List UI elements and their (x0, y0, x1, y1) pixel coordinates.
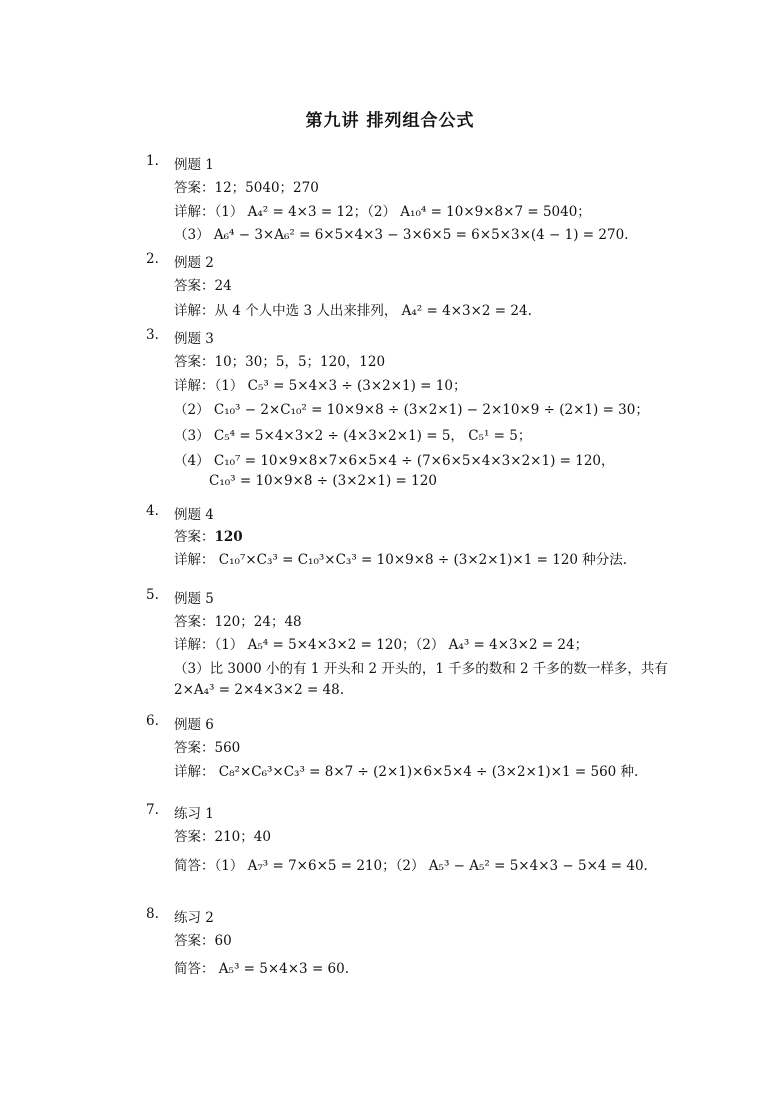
item-heading: 练习 2 (174, 910, 214, 926)
item-number: 6. (146, 713, 159, 729)
answer-label: 答案： (174, 529, 215, 545)
item-number: 1. (146, 153, 159, 169)
explanation-line: 详解：从 4 个人中选 3 人出来排列， A₄² = 4×3×2 = 24. (174, 303, 532, 319)
item-heading: 例题 4 (174, 507, 214, 523)
answer-line: 答案：12；5040；270 (174, 180, 319, 196)
item-number: 2. (146, 251, 159, 267)
explanation-line: 2×A₄³ = 2×4×3×2 = 48. (174, 682, 345, 698)
explanation-line: 详解： C₈²×C₆³×C₃³ = 8×7 ÷ (2×1)×6×5×4 ÷ (3×2×1)×1 = 560 种. (174, 764, 639, 780)
item-heading: 例题 5 (174, 591, 214, 607)
explanation-line: （3） C₅⁴ = 5×4×3×2 ÷ (4×3×2×1) = 5， C₅¹ = 5； (174, 428, 532, 444)
explanation-line: 详解： C₁₀⁷×C₃³ = C₁₀³×C₃³ = 10×9×8 ÷ (3×2×1)×1 = 120 种分法. (174, 552, 628, 568)
item-number: 4. (146, 503, 159, 519)
explanation-line: 简答：（1） A₇³ = 7×6×5 = 210；（2） A₅³ − A₅² = 5×4×3 − 5×4 = 40. (174, 858, 648, 874)
answer-line: 答案：60 (174, 933, 232, 949)
item-heading: 例题 6 (174, 717, 214, 733)
explanation-line: （3）比 3000 小的有 1 开头和 2 开头的，1 千多的数和 2 千多的数一样多，共有 (174, 661, 668, 677)
explanation-line: （3） A₆⁴ − 3×A₆² = 6×5×4×3 − 3×6×5 = 6×5×3×(4 − 1) = 270. (174, 227, 629, 243)
explanation-line: 简答： A₅³ = 5×4×3 = 60. (174, 961, 350, 977)
answer-line: 答案：210；40 (174, 829, 271, 845)
page-title: 第九讲 排列组合公式 (305, 111, 475, 131)
explanation-line: C₁₀³ = 10×9×8 ÷ (3×2×1) = 120 (209, 473, 437, 489)
answer-line: 答案：24 (174, 278, 232, 294)
answer-value: 120 (214, 529, 243, 545)
explanation-line: （2） C₁₀³ − 2×C₁₀² = 10×9×8 ÷ (3×2×1) − 2×10×9 ÷ (2×1) = 30； (174, 402, 649, 418)
item-number: 3. (146, 327, 159, 343)
item-heading: 例题 3 (174, 331, 214, 347)
explanation-line: 详解：（1） C₅³ = 5×4×3 ÷ (3×2×1) = 10； (174, 378, 467, 394)
answer-line: 答案：10；30；5，5；120，120 (174, 354, 386, 370)
item-number: 8. (146, 906, 159, 922)
explanation-line: （4） C₁₀⁷ = 10×9×8×7×6×5×4 ÷ (7×6×5×4×3×2×1) = 120， (174, 453, 615, 469)
answer-line: 答案：120；24；48 (174, 614, 302, 630)
item-number: 7. (146, 802, 159, 818)
item-number: 5. (146, 587, 159, 603)
item-heading: 例题 1 (174, 157, 214, 173)
answer-line: 答案：560 (174, 740, 241, 756)
item-heading: 例题 2 (174, 255, 214, 271)
answer-line (174, 525, 243, 545)
explanation-line: 详解：（1） A₄² = 4×3 = 12；（2） A₁₀⁴ = 10×9×8×7 = 5040； (174, 204, 591, 220)
explanation-line: 详解：（1） A₅⁴ = 5×4×3×2 = 120；（2） A₄³ = 4×3×2 = 24； (174, 637, 589, 653)
item-heading: 练习 1 (174, 806, 214, 822)
